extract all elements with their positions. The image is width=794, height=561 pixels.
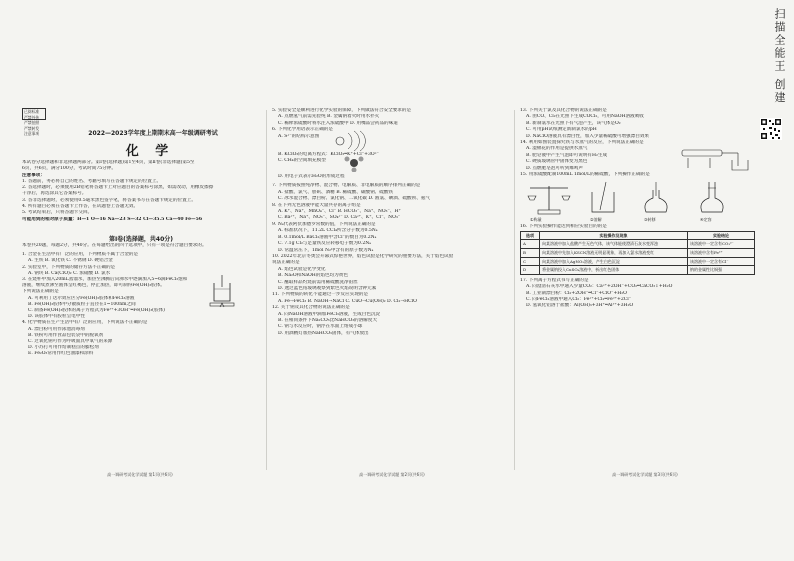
page-footer: 高一调研考试化学试题 第3页(共6页) (612, 472, 678, 477)
atomic-mass-line: 可能用到的相对原子质量：H—1 O—16 Na—23 S—32 Cl—35.5 Ca—40 Fe—56 (22, 216, 203, 222)
table-cell: 向某溶液中加入盐酸产生无色气体，该气体能使澄清石灰水变浑浊 (540, 240, 688, 249)
table-cell: 向某溶液中加入AgNO₃溶液，产生白色沉淀 (540, 257, 688, 266)
table-header: 实验操作及现象 (540, 231, 688, 240)
question-stem: 9. Nₐ代表阿伏加德罗常数的值，下列说法正确的是 (272, 221, 376, 227)
table-cell: 该溶液中一定含有CO₃²⁻ (688, 240, 755, 249)
instruction-line: 4. 所有题目必须在答题卡上作答，在试题卷上答题无效。 (22, 204, 139, 210)
question-options: A. Fe→FeCl₃ B. NaOH→NaCl C. CuO→Cu(OH)₂ D. Cl₂→HClO (278, 298, 417, 304)
methane-model-figure (342, 154, 366, 172)
question-option: D. 小苏打可用作焙制糕点的膨松剂 (28, 345, 99, 351)
question-option: D. 常温常压下，1mol N₂中含有的原子数为Nₐ (278, 247, 374, 253)
section-note: 本卷共20题，每题2分，共40分。在每题给出的四个选项中，只有一项是符合题目要求的。 (22, 243, 207, 248)
question-option: B. KClO₃的电离方程式：KClO₃═K⁺+Cl⁻+3O²⁻ (278, 151, 379, 157)
table-header: 实验结论 (688, 231, 755, 240)
confidential-badge: 已阅标准 严禁外传 严禁拍照 严禁转发 注意事项 (22, 108, 46, 120)
question-option: A. 可利用丁达尔效应区分Fe(OH)₃胶体和FeCl₃溶液 (28, 295, 135, 301)
question-option: B. 肥皂液中产生气泡即可说明有H₂生成 (526, 152, 608, 158)
table-cell: B (521, 249, 540, 258)
exam-title: 2022—2023学年度上期期末高一年级调研考试 (88, 130, 218, 137)
table-cell: 钠的金属性比铜强 (688, 266, 755, 275)
question-stem: 13. 下列关于氯及其化合物的说法正确的是 (520, 108, 607, 113)
question-option: E. Fe₂O₃常用作红色油漆和涂料 (28, 351, 94, 357)
question-stem: 溶液，继续煮沸至液体呈红褐色，停止加热，即可制得Fe(OH)₃胶体。 (22, 283, 165, 289)
question-option: A. 向澄清石灰水中通入少量CO₂：Ca²⁺+2OH⁻+CO₂═CaCO₃↓+H₂O (526, 284, 673, 290)
question-option: A. 漂白粉可用作泳池消毒剂 (28, 326, 85, 332)
question-option: B. 工业制漂白粉：Cl₂+2OH⁻═Cl⁻+ClO⁻+H₂O (526, 290, 627, 296)
table-header-row (521, 231, 755, 240)
question-option: C. 硬质玻璃管中固体变为黑色 (526, 159, 588, 165)
question-option: D. 用酒精灯加热NaHCO₃固体，有气体放出 (278, 330, 369, 336)
instruction-line: 干净后，再选涂其它答案标号。 (22, 191, 87, 197)
question-option: B. 0.1mol/L BaCl₂溶液中含Cl⁻的数目为0.2Nₐ (278, 234, 377, 240)
figure-label: ③转移 (644, 217, 656, 223)
table-cell: C (521, 257, 540, 266)
question-stem: 11. 下列物质的转化不能通过一步反应实现的是 (272, 292, 369, 298)
question-option: D. 透过蓝色钴玻璃观察到紫色火焰说明含钾元素 (278, 285, 377, 291)
question-stem: 1. 合金在生活中有广泛的应用，下列物质不属于合金的是 (22, 252, 139, 258)
solution-prep-figures (520, 180, 765, 224)
instruction-line: 本试卷分选择题和非选择题两部分。第Ⅰ卷(选择题)第1至4页，第Ⅱ卷(非选择题)第5至 (22, 160, 195, 165)
question-options: A. 钠块 B. Ca(ClO)₂ C. 浓硝酸 D. 氯水 (28, 270, 111, 276)
table-cell: D (521, 266, 540, 275)
instruction-line: 1. 答题前，务必将自己的姓名、考籍号填写在答题卡规定的位置上。 (22, 178, 162, 184)
question-options: A. 点燃氢气前需先验纯 B. 金属钠着火时用水扑灭 (278, 114, 380, 120)
question-stem: 16. 下列实验操作能达到相应实验目的的是 (520, 224, 607, 230)
table-row (521, 249, 755, 258)
question-option: D. 氢氧化铝溶于盐酸：Al(OH)₃+3H⁺═Al³⁺+3H₂O (526, 303, 634, 309)
question-stem: 7. 下列物质按照纯净物、混合物、电解质、非电解质的顺序排列正确的是 (272, 183, 421, 189)
instruction-line: 6页，共6页，满分100分，考试时间75分钟。 (22, 166, 116, 172)
figure-label: ①称量 (530, 217, 542, 223)
question-option: A. 标准状况下，11.2L CCl₄所含分子数为0.5Nₐ (278, 228, 378, 234)
question-stem: 10. 2022年北京冬奥会开幕式惊艳世界，焰色试验是化学研究的重要方法，关于焰色试验 (272, 253, 454, 259)
question-option: A. 湿棉花的作用是提供水蒸气 (526, 146, 588, 152)
question-stem: 下列说法正确的是 (22, 289, 59, 295)
table-cell: 向某溶液中先加入KSCN溶液无明显现象，再加入氯水溶液变红 (540, 249, 688, 258)
questions-column-3 (520, 108, 765, 548)
table-cell: A (521, 240, 540, 249)
question-option: B. Fe(OH)₃胶体中分散质粒子直径在1~100nm之间 (28, 301, 136, 307)
question-option: C. 钠与水反应时，钠浮在水面上熔成小球 (278, 324, 363, 330)
question-stem: 2. 实验室中，下列物质的储存方法不正确的是 (22, 264, 116, 270)
iron-steam-apparatus-figure (676, 138, 756, 172)
instruction-line: 5. 考试结束后，只将答题卡交回。 (22, 210, 93, 216)
question-options: A. 生铁 B. 氧化铁 C. 不锈钢 D. 硬铝合金 (28, 258, 113, 264)
question-stem: 14. 利用如图装置探究铁与水蒸气的反应，下列说法正确的是 (520, 140, 644, 146)
question-stem: 6. 下列化学用语表示正确的是 (272, 127, 333, 133)
volumetric-flask-figure (692, 180, 732, 216)
transfer-flask-figure (636, 180, 676, 216)
question-option: B. Na₂O和NaOH的焰色均为黄色 (278, 273, 348, 279)
question-option: D. NaClO溶液具有漂白性，加入少量稀硫酸可增强漂白效果 (526, 133, 650, 139)
question-option: C. 过氧化钠可作为呼吸面具中氧气的来源 (28, 339, 113, 345)
question-options: C. 稀释浓硫酸时将水注入浓硫酸中 D. 用嘴品尝药品的味道 (278, 120, 398, 126)
page-footer: 高一调研考试化学试题 第1页(共6页) (107, 472, 173, 477)
question-option: C. 可用pH试纸测定新制氯水的pH (526, 127, 597, 133)
question-stem: 12. 关于钠及其化合物的说法正确的是 (272, 305, 350, 311)
question-stem: 4. 化学物质在生产生活中有广泛的应用，下列说法不正确的是 (22, 320, 148, 326)
question-option: B. 在相同条件下Na₂CO₃比NaHCO₃的溶解度大 (278, 317, 378, 323)
question-option: C. 向FeCl₂溶液中通入Cl₂：Fe²⁺+Cl₂═Fe³⁺+2Cl⁻ (526, 297, 632, 303)
question-option: A. 由CO、Cl₂在光照下生成COCl₂，可用NaOH溶液吸收 (526, 114, 644, 120)
question-options: C. 冰水混合物、漂白粉、氯化钠、二氧化碳 D. 液氯、碘酒、硫酸钡、氨气 (278, 196, 430, 202)
figure-label: ④定容 (700, 217, 712, 223)
question-stem: 17. 下列离子方程式书写正确的是 (520, 277, 589, 283)
balance-figure (524, 180, 574, 216)
question-stem: 3. 在烧杯中加入20mL蒸馏水，加热至沸腾后向沸水中逐滴加入5~6滴FeCl₃饱和 (22, 277, 188, 283)
questions-column-1 (22, 243, 260, 483)
question-option: A. 焰色试验是化学变化 (278, 266, 326, 272)
question-stem: 说法正确的是 (272, 260, 300, 266)
instruction-heading: 注意事项： (22, 172, 45, 178)
question-option: D. 用电子式表示H₂O的形成过程 (278, 174, 345, 180)
question-option: A. 向NaOH溶液中滴加FeCl₃溶液，生成白色沉淀 (278, 311, 381, 317)
figure-label: ②溶解 (590, 217, 602, 223)
exam-instructions (22, 160, 260, 223)
table-cell: 该溶液中一定含有Cl⁻ (688, 257, 755, 266)
beaker-heating-figure (200, 273, 246, 309)
experiment-table (520, 231, 755, 275)
question-option: B. 铁粉可用作食品包装袋中的脱氧剂 (28, 332, 104, 338)
section-title: 第Ⅰ卷(选择题，共40分) (108, 236, 174, 243)
question-option: A. S²⁻的结构示意图 (278, 133, 320, 139)
subject-title: 化 学 (125, 144, 175, 159)
question-stem: 5. 实验安全是顺利进行化学实验的保障，下列做法符合安全要求的是 (272, 108, 412, 113)
question-option: D. 点燃肥皂泡可听到爆鸣声 (526, 165, 583, 171)
question-options: C. Ba²⁺、Na⁺、NO₃⁻、SO₄²⁻ D. Ca²⁺、K⁺、Cl⁻、NO₃⁻ (278, 215, 401, 221)
question-stem: 8. 在下列无色溶液中能大量共存的离子组是 (272, 202, 361, 208)
page-footer: 高一调研考试化学试题 第2页(共6页) (359, 472, 425, 477)
table-cell: 将金属钠投入CuSO₄溶液中，析出红色固体 (540, 266, 688, 275)
question-options: A. 盐酸、氯气、胆矾、酒精 B. 稀硫酸、碳酸钠、硫酸铁 (278, 189, 394, 195)
question-option: C. CH₄的空间填充模型 (278, 158, 326, 164)
question-option: D. 该胶体中有胶粒呈电中性 (28, 314, 85, 320)
scanner-watermark: 扫描全能王 创建 (773, 8, 786, 105)
question-option: C. 7.1g Cl₂与足量铁反应转移电子数为0.2Nₐ (278, 241, 372, 247)
questions-column-2 (272, 108, 517, 548)
question-option: C. 蘸取样品灼烧前需用稀硫酸洗净铂丝 (278, 279, 358, 285)
beaker-stir-figure (584, 180, 624, 216)
instruction-line: 3. 答非选择题时，必须使用0.5毫米黑色签字笔，将答案书写在答题卡规定的位置上。 (22, 197, 196, 203)
table-cell: 该溶液中含有Fe²⁺ (688, 249, 755, 258)
table-row (521, 257, 755, 266)
question-stem: 15. 用浓硫酸配制100mL 1mol/L的稀硫酸，下列操作正确的是 (520, 172, 650, 178)
instruction-line: 2. 答选择题时，必须使用2B铅笔将答题卡上对应题目的答案标号涂黑，如需改动，用橡皮擦擦 (22, 185, 214, 191)
ion-structure-figure (332, 130, 372, 152)
table-row (521, 240, 755, 249)
question-option: C. 制备Fe(OH)₃胶体的离子方程式为Fe³⁺+3OH⁻═Fe(OH)₃(胶体) (28, 308, 165, 314)
question-options: A. K⁺、Na⁺、MnO₄⁻、Cl⁻ B. HCO₃⁻、Na⁺、NO₃⁻、H⁺ (278, 209, 401, 215)
table-row (521, 266, 755, 275)
question-option: B. 新制氯水在光照下有气泡产生，该气体是O₂ (526, 120, 621, 126)
column-divider (266, 110, 267, 470)
table-header: 选项 (521, 231, 540, 240)
